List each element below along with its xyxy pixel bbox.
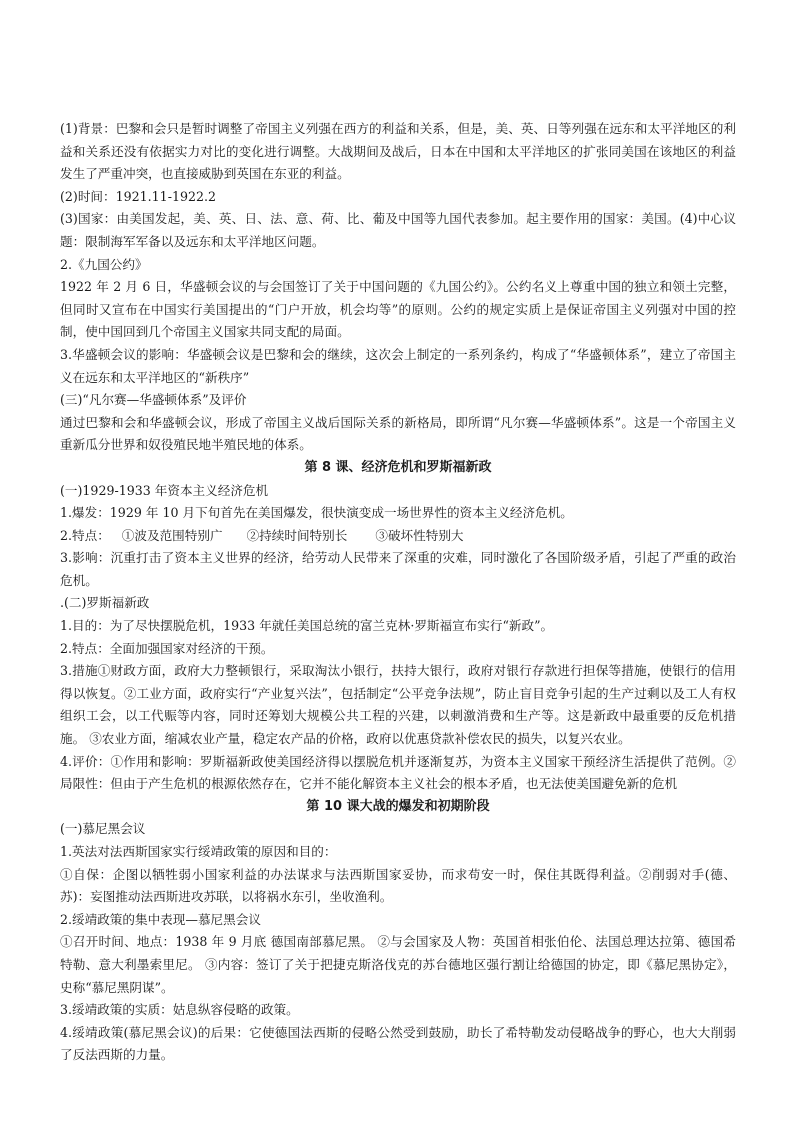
- economic-crisis-title: (一)1929-1933 年资本主义经济危机: [60, 482, 269, 498]
- appeasement-reason-text: ①自保：企图以牺牲弱小国家利益的办法谋求与法西斯国家妥协，而求苟安一时，保住其既得利益。②削弱对手(德、苏)：妄图推动法西斯进攻苏联，以将祸水东引，坐收渔利。: [60, 866, 736, 905]
- new-deal-title: .(二)罗斯福新政: [60, 595, 150, 611]
- crisis-features: 2.特点： ①波及范围特别广 ②持续时间特别长 ③破坏性特别大: [60, 527, 464, 543]
- versailles-washington-system-title: (三)“凡尔赛—华盛顿体系”及评价: [60, 392, 247, 408]
- crisis-outbreak: 1.爆发：1929 年 10 月下旬首先在美国爆发，很快演变成一场世界性的资本主义经济危机。: [60, 505, 573, 521]
- document-page: [60, 118, 736, 1067]
- washington-time: (2)时间：1921.11-1922.2: [60, 188, 217, 204]
- nine-power-treaty-title: 2.《九国公约》: [60, 256, 148, 272]
- washington-countries: (3)国家：由美国发起，美、英、日、法、意、荷、比、葡及中国等九国代表参加。起主要作用的国家：美国。(4)中心议题：限制海军军备以及远东和太平洋地区问题。: [60, 211, 736, 249]
- washington-background: (1)背景：巴黎和会只是暂时调整了帝国主义列强在西方的利益和关系，但是，美、英、日等列强在远东和太平洋地区的利益和关系还没有依据实力对比的变化进行调整。大战期间及战后，日本在中国和太平洋地区的扩张同美国在该地区的利益发生了严重冲突，也直接威胁到英国在东亚的利益。: [60, 121, 736, 182]
- lesson-10-title: 第 10 课大战的爆发和初期阶段: [306, 798, 490, 814]
- new-deal-evaluation: 4.评价：①作用和影响：罗斯福新政使美国经济得以摆脱危机并逐渐复苏，为资本主义国家干预经济生活提供了范例。②局限性：但由于产生危机的根源依然存在，它并不能化解资本主义社会的根本矛盾，也无法使美国避免新的危机: [60, 753, 736, 792]
- new-deal-feature: 2.特点：全面加强国家对经济的干预。: [60, 640, 274, 656]
- munich-conference-title: (一)慕尼黑会议: [60, 821, 146, 837]
- appeasement-consequence: 4.绥靖政策(慕尼黑会议)的后果：它使德国法西斯的侵略公然受到鼓励，助长了希特勒发动侵略战争的野心，也大大削弱了反法西斯的力量。: [60, 1024, 736, 1063]
- appeasement-concentrated-text: ①召开时间、地点：1938 年 9 月底 德国南部慕尼黑。 ②与会国家及人物：英国首相张伯伦、法国总理达拉第、德国希特勒、意大利墨索里尼。 ③内容：签订了关于把捷克斯洛伐克的苏台德地区强行割让给德国的协定，即《慕尼黑协定》，史称“慕尼黑阴谋”。: [60, 934, 736, 995]
- appeasement-essence: 3.绥靖政策的实质：姑息纵容侵略的政策。: [60, 1002, 299, 1018]
- new-deal-purpose: 1.目的：为了尽快摆脱危机，1933 年就任美国总统的富兰克林·罗斯福宣布实行“新政”。: [60, 618, 554, 634]
- washington-influence: 3.华盛顿会议的影响：华盛顿会议是巴黎和会的继续，这次会上制定的一系列条约，构成了“华盛顿体系”，建立了帝国主义在远东和太平洋地区的“新秩序”: [60, 346, 736, 385]
- crisis-impact: 3.影响：沉重打击了资本主义世界的经济，给劳动人民带来了深重的灾难，同时激化了各国阶级矛盾，引起了严重的政治危机。: [60, 550, 736, 588]
- new-deal-measures: 3.措施①财政方面，政府大力整顿银行，采取淘汰小银行，扶持大银行，政府对银行存款进行担保等措施，使银行的信用得以恢复。②工业方面，政府实行“产业复兴法”，包括制定“公平竞争法规”，防止盲目竞争引起的生产过剩以及工人有权组织工会，以工代赈等内容，同时还筹划大规模公共工程的兴建，以刺激消费和生产等。这是新政中最重要的反危机措施。 ③农业方面，缩减农业产量，稳定农产品的价格，政府以优惠贷款补偿农民的损失，以复兴农业。: [60, 663, 736, 747]
- nine-power-treaty-text: 1922 年 2 月 6 日，华盛顿会议的与会国签订了关于中国问题的《九国公约》。公约名义上尊重中国的独立和领土完整，但同时又宣布在中国实行美国提出的“门户开放，机会均等”的原则。公约的规定实质上是保证帝国主义列强对中国的控制，使中国回到几个帝国主义国家共同支配的局面。: [60, 279, 736, 340]
- lesson-8-title: 第 8 课、经济危机和罗斯福新政: [304, 459, 492, 475]
- appeasement-concentrated-title: 2.绥靖政策的集中表现—慕尼黑会议: [60, 911, 261, 927]
- appeasement-reason-title: 1.英法对法西斯国家实行绥靖政策的原因和目的：: [60, 844, 337, 859]
- versailles-washington-system-text: 通过巴黎和会和华盛顿会议，形成了帝国主义战后国际关系的新格局，即所谓“凡尔赛—华盛顿体系”。这是一个帝国主义重新瓜分世界和奴役殖民地半殖民地的体系。: [60, 414, 736, 453]
